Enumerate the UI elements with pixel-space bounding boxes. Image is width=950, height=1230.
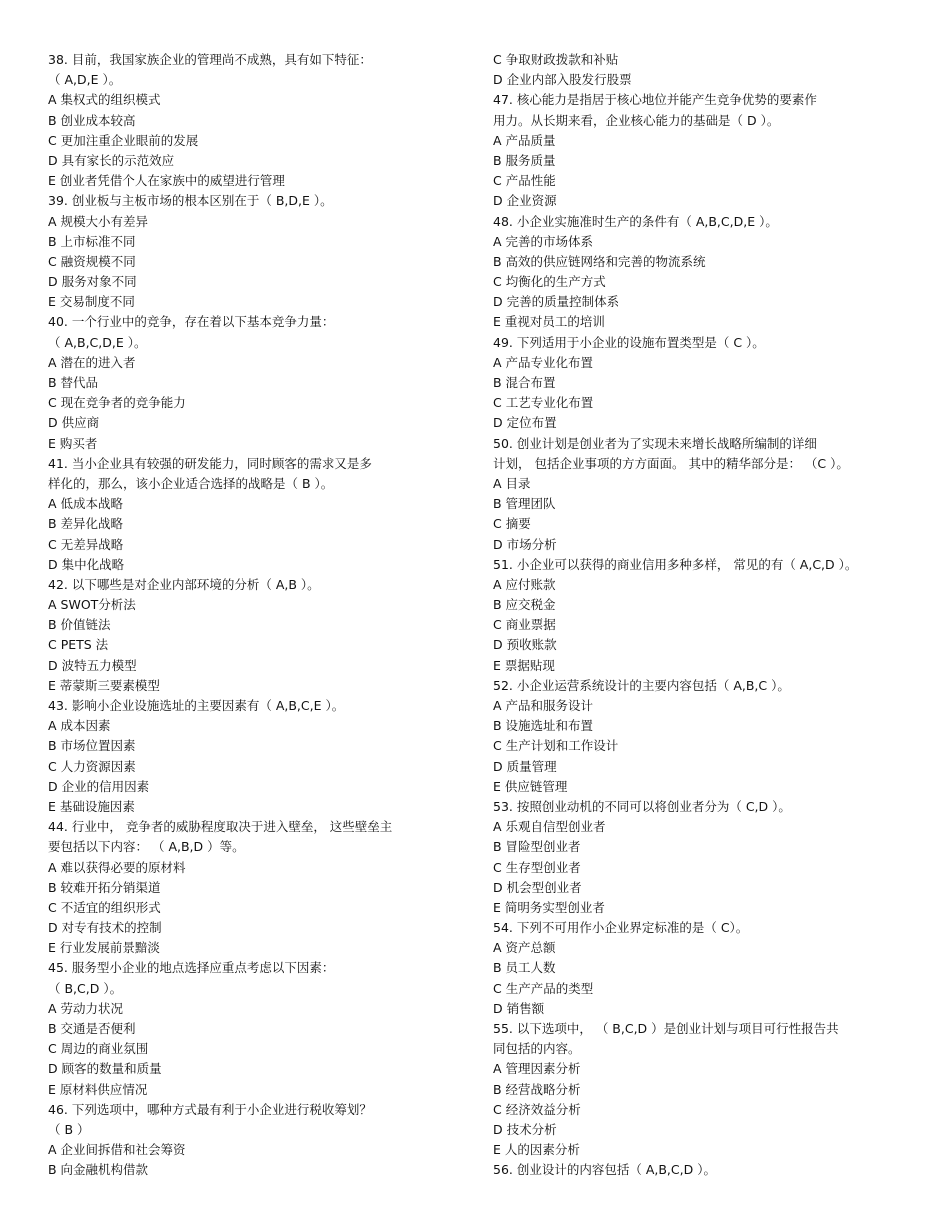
option-line: D 顾客的数量和质量 (48, 1061, 162, 1077)
option-line: D 预收账款 (493, 637, 557, 653)
option-line: E 基础设施因素 (48, 798, 135, 814)
option-line: D 销售额 (493, 1000, 545, 1016)
option-line: E 行业发展前景黯淡 (48, 940, 160, 956)
option-line: C 周边的商业氛围 (48, 1041, 149, 1057)
option-line: B 设施选址和布置 (493, 718, 594, 734)
option-line: E 购买者 (48, 435, 98, 451)
option-line: E 交易制度不同 (48, 294, 135, 310)
option-line: A 规模大小有差异 (48, 213, 149, 229)
question-line: 要包括以下内容： （ A,B,D ）等。 (48, 839, 245, 855)
option-line: B 管理团队 (493, 496, 556, 512)
option-line: A 管理因素分析 (493, 1061, 581, 1077)
option-line: C 更加注重企业眼前的发展 (48, 132, 199, 148)
option-line: B 混合布置 (493, 375, 556, 390)
option-line: D 技术分析 (493, 1121, 557, 1137)
option-line: A 完善的市场体系 (493, 233, 594, 249)
option-line: C 无差异战略 (48, 536, 124, 552)
question-line: 同包括的内容。 (493, 1041, 581, 1057)
option-line: B 交通是否便利 (48, 1021, 136, 1036)
option-line: C 均衡化的生产方式 (493, 274, 606, 290)
question-line: 56. 创业设计的内容包括（ A,B,C,D ）。 (493, 1162, 716, 1178)
option-line: C 人力资源因素 (48, 758, 136, 774)
option-line: A 潜在的进入者 (48, 354, 136, 370)
option-line: B 经营战略分析 (493, 1081, 581, 1097)
option-line: B 应交税金 (493, 597, 556, 613)
question-line: 51. 小企业可以获得的商业信用多种多样， 常见的有（ A,C,D ）。 (493, 556, 858, 572)
option-line: B 冒险型创业者 (493, 839, 581, 855)
option-line: D 机会型创业者 (493, 879, 582, 895)
option-line: B 员工人数 (493, 960, 556, 976)
option-line: A 资产总额 (493, 940, 556, 956)
option-line: A 集权式的组织模式 (48, 92, 161, 108)
question-line: 49. 下列适用于小企业的设施布置类型是（ C ）。 (493, 334, 765, 350)
option-line: E 简明务实型创业者 (493, 899, 605, 915)
option-line: B 服务质量 (493, 152, 556, 168)
option-line: B 向金融机构借款 (48, 1162, 149, 1178)
option-line: C 工艺专业化布置 (493, 395, 594, 411)
option-line: D 企业内部入股发行股票 (493, 72, 632, 88)
question-line: 43. 影响小企业设施选址的主要因素有（ A,B,C,E ）。 (48, 698, 345, 713)
option-line: C 摘要 (493, 516, 531, 532)
question-line: （ A,D,E ）。 (48, 72, 122, 88)
question-line: 41. 当小企业具有较强的研发能力，同时顾客的需求又是多 (48, 455, 372, 471)
option-line: E 创业者凭借个人在家族中的威望进行管理 (48, 173, 285, 189)
option-line: B 价值链法 (48, 617, 111, 633)
option-line: A 产品质量 (493, 132, 556, 148)
question-line: 46. 下列选项中，哪种方式最有利于小企业进行税收筹划？ (48, 1101, 372, 1117)
option-line: E 重视对员工的培训 (493, 314, 605, 330)
option-line: B 市场位置因素 (48, 738, 136, 754)
question-line: 44. 行业中， 竞争者的威胁程度取决于进入壁垒， 这些壁垒主 (48, 819, 393, 835)
option-line: D 定位布置 (493, 415, 557, 431)
option-line: E 供应链管理 (493, 778, 568, 794)
question-line: 样化的，那么，该小企业适合选择的战略是（ B ）。 (48, 475, 334, 491)
option-line: C 现在竞争者的竞争能力 (48, 395, 186, 411)
option-line: A 低成本战略 (48, 496, 124, 512)
right-column (493, 50, 943, 1181)
option-line: E 原材料供应情况 (48, 1081, 148, 1097)
question-line: 用力。从长期来看，企业核心能力的基础是（ D ）。 (493, 112, 780, 128)
option-line: D 对专有技术的控制 (48, 920, 162, 936)
question-line: 48. 小企业实施准时生产的条件有（ A,B,C,D,E ）。 (493, 213, 778, 229)
question-line: （ B,C,D ）。 (48, 980, 123, 996)
option-line: E 人的因素分析 (493, 1142, 580, 1158)
option-line: C 商业票据 (493, 617, 556, 633)
option-line: C 产品性能 (493, 173, 556, 189)
option-line: A 产品和服务设计 (493, 698, 594, 713)
option-line: B 替代品 (48, 375, 99, 390)
option-line: B 较难开拓分销渠道 (48, 879, 161, 895)
question-line: 42. 以下哪些是对企业内部环境的分析（ A,B ）。 (48, 576, 320, 592)
question-line: 54. 下列不可用作小企业界定标准的是（ C）。 (493, 920, 749, 936)
option-line: D 质量管理 (493, 758, 557, 774)
question-line: 52. 小企业运营系统设计的主要内容包括（ A,B,C ）。 (493, 677, 790, 693)
option-line: A 产品专业化布置 (493, 354, 594, 370)
option-line: C 不适宜的组织形式 (48, 899, 161, 915)
question-line: （ B ） (48, 1121, 90, 1137)
option-line: C 融资规模不同 (48, 253, 136, 269)
question-line: 50. 创业计划是创业者为了实现未来增长战略所编制的详细 (493, 435, 817, 451)
question-line: 38. 目前，我国家族企业的管理尚不成熟，具有如下特征： (48, 52, 372, 67)
option-line: B 高效的供应链网络和完善的物流系统 (493, 253, 706, 269)
option-line: D 企业资源 (493, 193, 557, 209)
question-line: 45. 服务型小企业的地点选择应重点考虑以下因素： (48, 960, 335, 976)
option-line: E 蒂蒙斯三要素模型 (48, 677, 160, 693)
option-line: D 波特五力模型 (48, 657, 137, 673)
question-line: 47. 核心能力是指居于核心地位并能产生竞争优势的要素作 (493, 92, 817, 108)
option-line: C 生产产品的类型 (493, 980, 594, 996)
option-line: C 经济效益分析 (493, 1101, 581, 1117)
question-line: 55. 以下选项中， （ B,C,D ）是创业计划与项目可行性报告共 (493, 1021, 839, 1036)
option-line: D 市场分析 (493, 536, 557, 552)
option-line: D 供应商 (48, 415, 100, 431)
option-line: D 企业的信用因素 (48, 778, 150, 794)
question-line: （ A,B,C,D,E ）。 (48, 334, 147, 350)
option-line: C 争取财政拨款和补贴 (493, 52, 619, 67)
option-line: A 目录 (493, 475, 531, 491)
option-line: A 乐观自信型创业者 (493, 819, 606, 835)
question-line: 39. 创业板与主板市场的根本区别在于（ B,D,E ）。 (48, 193, 333, 209)
left-column (48, 50, 468, 1181)
option-line: C 生产计划和工作设计 (493, 738, 619, 754)
option-line: D 完善的质量控制体系 (493, 294, 620, 310)
option-line: B 创业成本较高 (48, 112, 136, 128)
option-line: B 上市标准不同 (48, 233, 136, 249)
option-line: A 难以获得必要的原材料 (48, 859, 186, 875)
option-line: A 劳动力状况 (48, 1000, 124, 1016)
option-line: A 成本因素 (48, 718, 111, 734)
option-line: D 集中化战略 (48, 556, 125, 572)
option-line: B 差异化战略 (48, 516, 124, 532)
option-line: A 应付账款 (493, 576, 556, 592)
option-line: A 企业间拆借和社会筹资 (48, 1142, 186, 1158)
option-line: D 具有家长的示范效应 (48, 152, 175, 168)
option-line: C 生存型创业者 (493, 859, 581, 875)
option-line: A SWOT分析法 (48, 597, 136, 613)
question-line: 计划， 包括企业事项的方方面面。 其中的精华部分是： （C ）。 (493, 455, 849, 471)
option-line: D 服务对象不同 (48, 274, 137, 290)
question-line: 40. 一个行业中的竞争，存在着以下基本竞争力量： (48, 314, 335, 330)
option-line: E 票据贴现 (493, 657, 555, 673)
question-line: 53. 按照创业动机的不同可以将创业者分为（ C,D ）。 (493, 798, 791, 814)
option-line: C PETS 法 (48, 637, 109, 653)
